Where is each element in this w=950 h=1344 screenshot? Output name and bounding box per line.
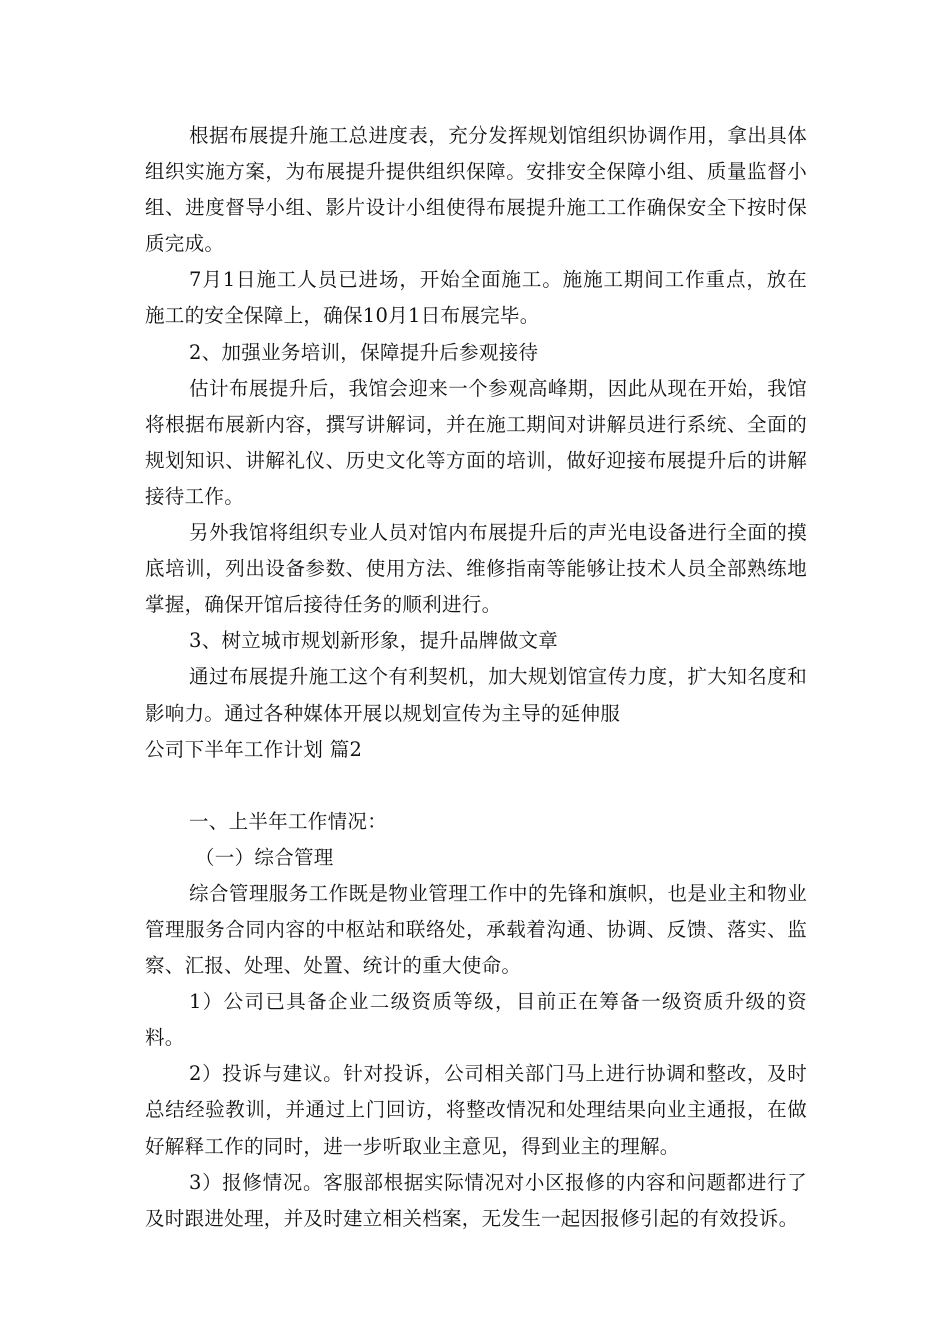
paragraph-complaints: 2）投诉与建议。针对投诉，公司相关部门马上进行协调和整改，及时总结经验教训，并通过上门回访，将整改情况和处理结果向业主通报，在做好解释工作的同时，进一步听取业主意见，得到业主的理解。 bbox=[145, 1062, 807, 1158]
paragraph-organization-plan: 根据布展提升施工总进度表，充分发挥规划馆组织协调作用，拿出具体组织实施方案，为布展提升提供组织保障。安排安全保障小组、质量监督小组、进度督导小组、影片设计小组使得布展提升施工工作确保安全下按时保质完成。 bbox=[145, 124, 807, 256]
paragraph-qualification: 1）公司已具备企业二级资质等级，目前正在筹备一级资质升级的资料。 bbox=[145, 990, 807, 1050]
heading-training: 2、加强业务培训，保障提升后参观接待 bbox=[189, 340, 539, 364]
heading-first-half-work: 一、上半年工作情况： bbox=[189, 809, 388, 833]
heading-general-management: （一）综合管理 bbox=[195, 845, 334, 869]
heading-brand-image: 3、树立城市规划新形象，提升品牌做文章 bbox=[189, 629, 559, 653]
paragraph-general-management: 综合管理服务工作既是物业管理工作中的先锋和旗帜，也是业主和物业管理服务合同内容的中枢站和联络处，承载着沟通、协调、反馈、落实、监察、汇报、处理、处置、统计的重大使命。 bbox=[145, 881, 807, 978]
paragraph-publicity: 通过布展提升施工这个有利契机，加大规划馆宣传力度，扩大知名度和影响力。通过各种媒体开展以规划宣传为主导的延伸服 bbox=[145, 665, 807, 725]
section-title: 公司下半年工作计划 篇2 bbox=[145, 737, 363, 761]
paragraph-training: 估计布展提升后，我馆会迎来一个参观高峰期，因此从现在开始，我馆将根据布展新内容，撰写讲解词，并在施工期间对讲解员进行系统、全面的规划知识、讲解礼仪、历史文化等方面的培训，做好迎接布展提升后的讲解接待工作。 bbox=[145, 376, 807, 508]
blank-line bbox=[145, 768, 807, 804]
paragraph-construction-start: 7月1日施工人员已进场，开始全面施工。施施工期间工作重点，放在施工的安全保障上，确保10月1日布展完毕。 bbox=[145, 268, 807, 328]
document-body bbox=[145, 118, 807, 1237]
paragraph-equipment-training: 另外我馆将组织专业人员对馆内布展提升后的声光电设备进行全面的摸底培训，列出设备参数、使用方法、维修指南等能够让技术人员全部熟练地掌握，确保开馆后接待任务的顺利进行。 bbox=[145, 521, 807, 617]
paragraph-repairs: 3）报修情况。客服部根据实际情况对小区报修的内容和问题都进行了及时跟进处理，并及时建立相关档案，无发生一起因报修引起的有效投诉。 bbox=[145, 1170, 807, 1230]
